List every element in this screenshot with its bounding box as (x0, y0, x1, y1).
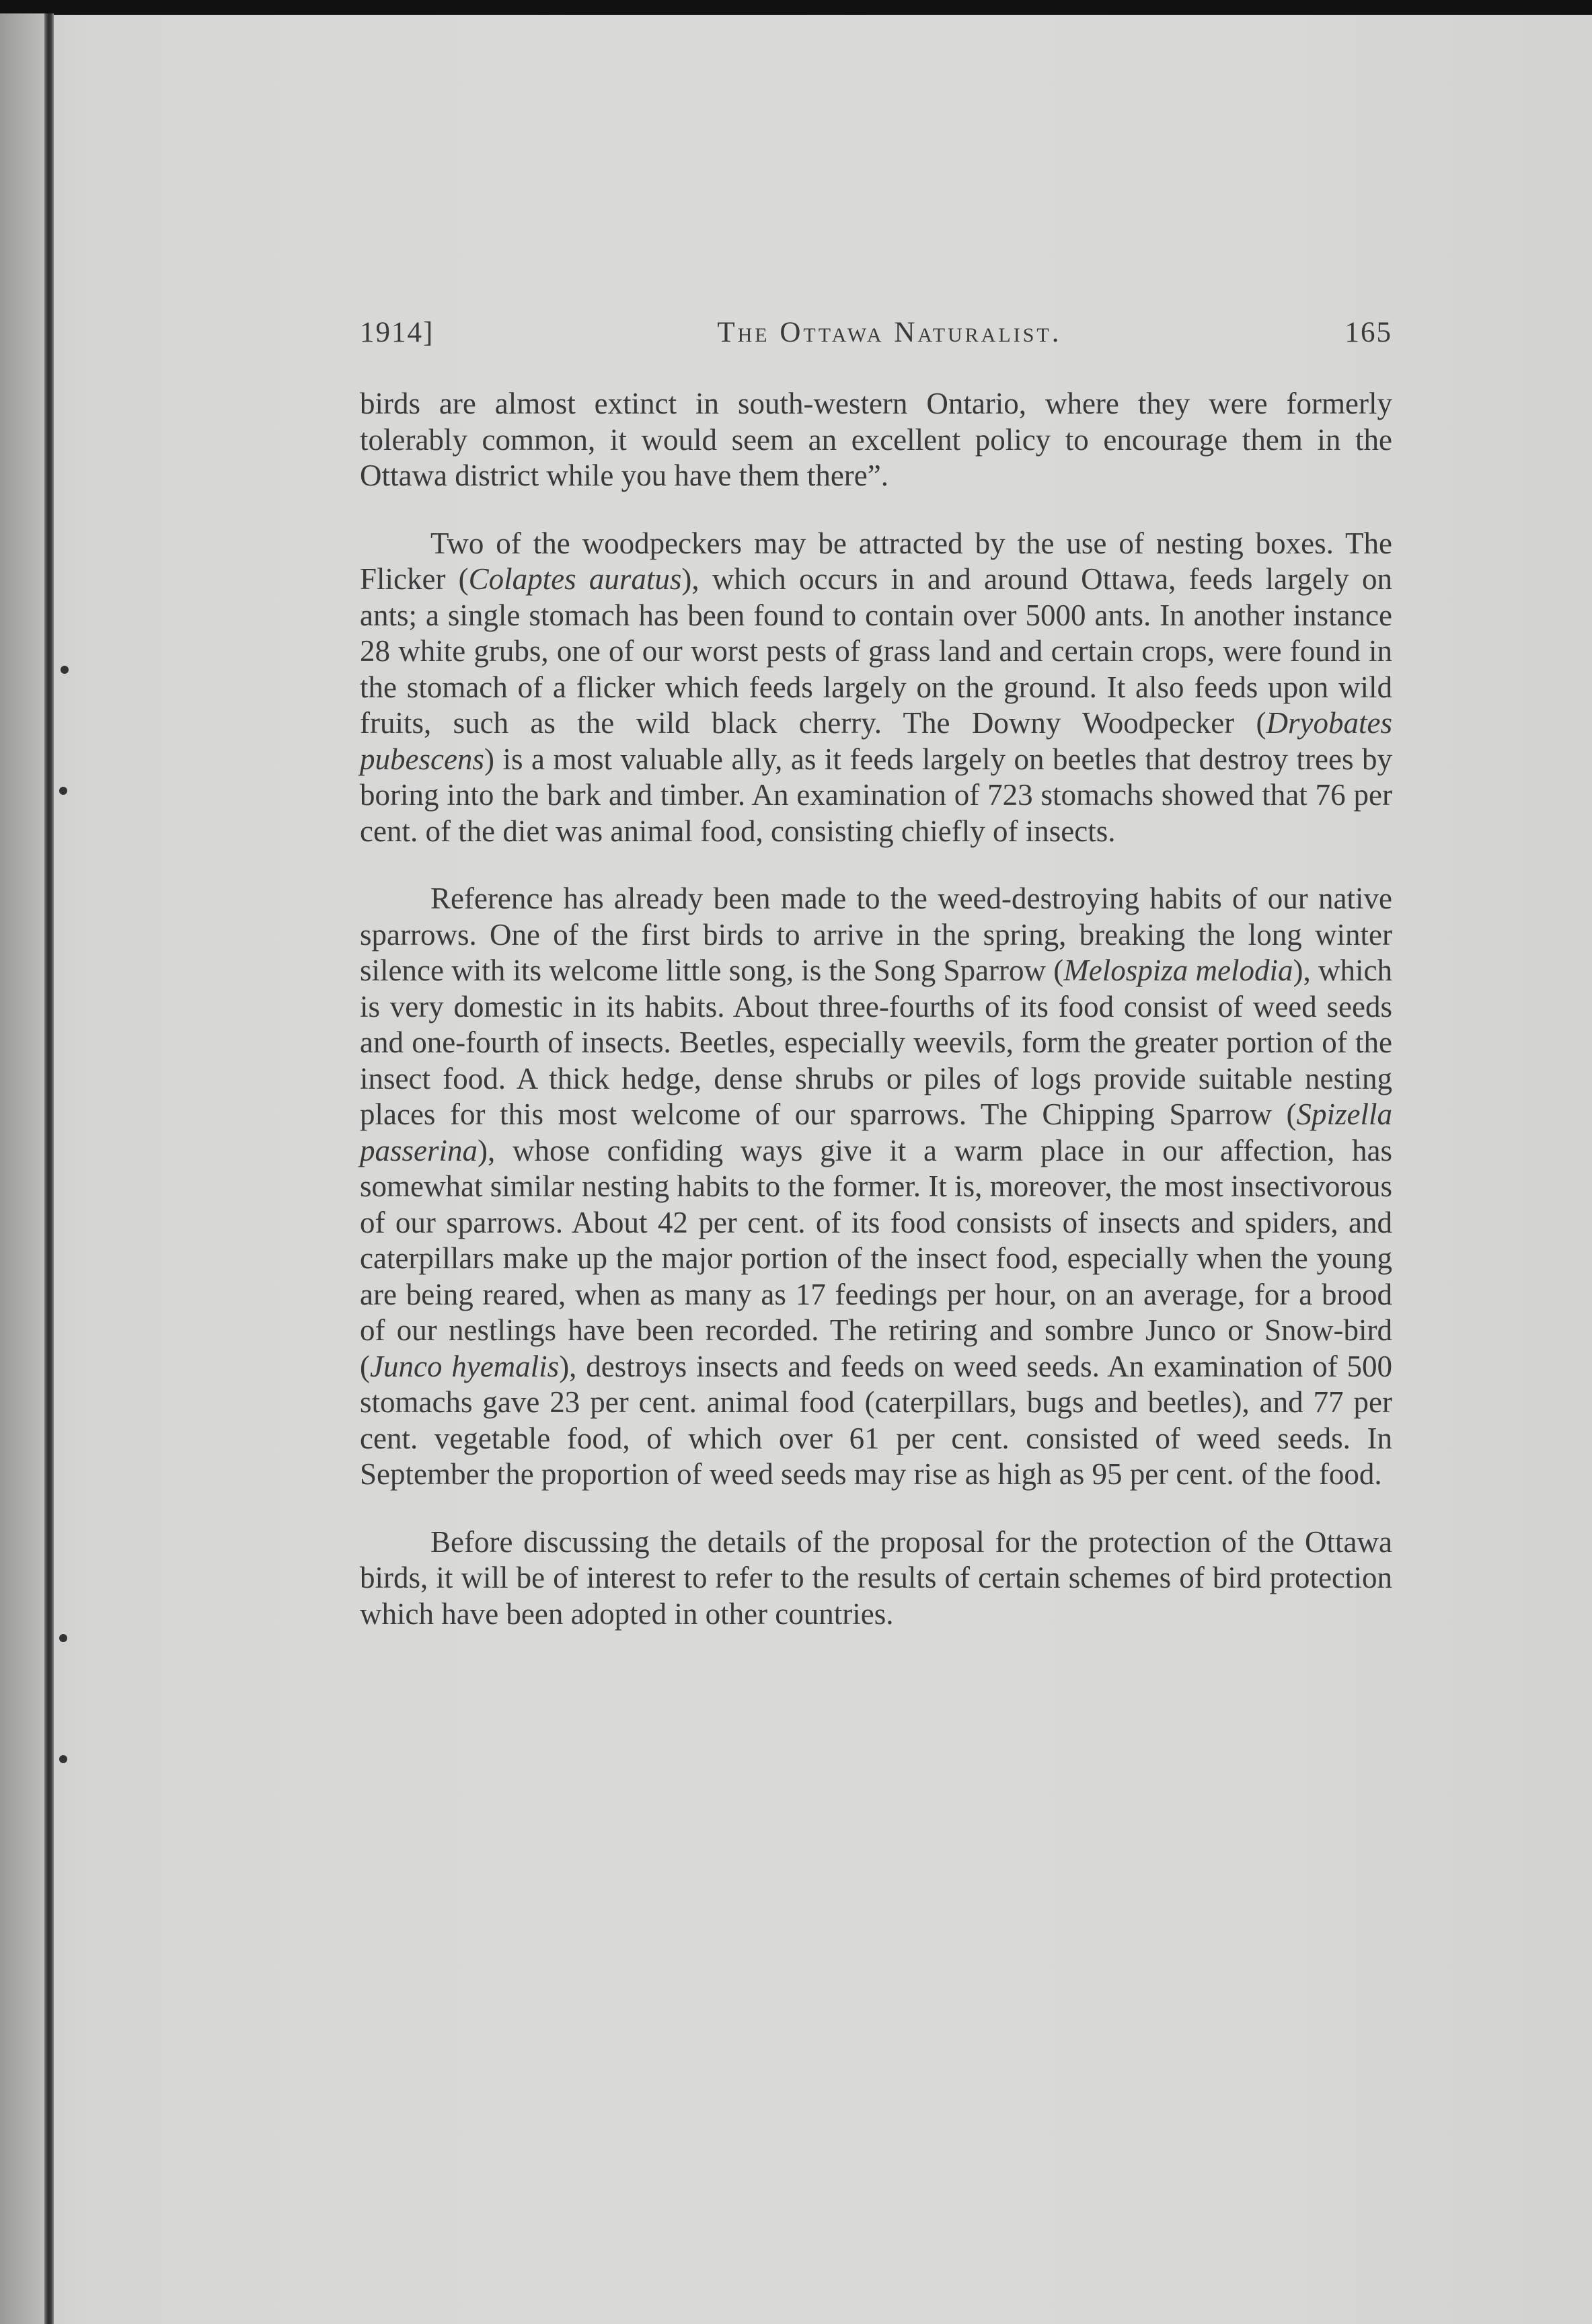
text-run: ), which occurs in and around Ottawa, feeds largely on ants; a single stomach has been found to contain over 5000 ants. In another instance 28 white grubs, one of our worst pests of grass land and certain crops, were found in the stomach of a flicker which feeds largely on the ground. It also feeds upon wild fruits, such as the wild black cherry. The Downy Woodpecker ( (360, 562, 1392, 740)
text-run: Two of the woodpeckers may be attracted by the use of nesting boxes. The Flicker ( (360, 526, 1392, 596)
page-content (360, 316, 1392, 1632)
species-name: Spizella passerina (360, 1097, 1392, 1167)
binding-mark (61, 666, 69, 674)
text-run: Reference has already been made to the weed-destroying habits of our native sparrows. One of the first birds to arrive in the spring, breaking the long winter silence with its welcome little song, is the Song Sparrow ( (360, 882, 1392, 987)
species-name: Junco hyemalis (370, 1349, 560, 1383)
species-name: Dryobates pubescens (360, 706, 1392, 776)
journal-title: The Ottawa Naturalist. (717, 317, 1062, 348)
paragraph (360, 386, 1392, 494)
page-number: 165 (1344, 317, 1392, 348)
text-run: ), which is very domestic in its habits. About three-fourths of its food consist of weed seeds and one-fourth of insects. Beetles, especially weevils, form the greater portion of the insect food. A thick hedge, dense shrubs or piles of logs provide suitable nesting places for this most welcome of our sparrows. The Chipping Sparrow ( (360, 954, 1392, 1131)
species-name: Melospiza melodia (1063, 954, 1293, 987)
text-run: ) is a most valuable ally, as it feeds largely on beetles that destroy trees by boring into the bark and timber. An examination of 723 stomachs showed that 76 per cent. of the diet was animal food, consisting chiefly of insects. (360, 742, 1392, 848)
scan-top-edge (0, 0, 1592, 15)
header-year: 1914] (360, 317, 434, 348)
running-header (360, 316, 1392, 358)
binding-edge (44, 13, 54, 2324)
text-run: ), whose confiding ways give it a warm place in our affection, has somewhat similar nesting habits to the former. It is, moreover, the most insectivorous of our sparrows. About 42 per cent. of its food consists of insects and spiders, and caterpillars make up the major portion of the insect food, especially when the young are being reared, when as many as 17 feedings per hour, on an average, for a brood of our nestlings have been recorded. The retiring and sombre Junco or Snow-bird ( (360, 1133, 1392, 1383)
text-run: Before discussing the details of the proposal for the protection of the Ottawa birds, it will be of interest to refer to the results of certain schemes of bird protection which have been adopted in other countries. (360, 1524, 1392, 1631)
paragraph (360, 526, 1392, 850)
text-run: birds are almost extinct in south-western Ontario, where they were formerly tolerably common, it would seem an excellent policy to encourage them in the Ottawa district while you have them there”. (360, 387, 1392, 492)
binding-shadow (0, 13, 44, 2324)
paragraph (360, 881, 1392, 1493)
binding-mark (59, 1634, 67, 1642)
text-run: ), destroys insects and feeds on weed seeds. An examination of 500 stomachs gave 23 per cent. animal food (caterpillars, bugs and beetles), and 77 per cent. vegetable food, of which over 61 per cent. consisted of weed seeds. In September the proportion of weed seeds may rise as high as 95 per cent. of the food. (360, 1349, 1392, 1491)
binding-mark (59, 787, 67, 795)
species-name: Colaptes auratus (468, 562, 682, 596)
binding-mark (59, 1755, 67, 1763)
paragraph (360, 1524, 1392, 1633)
